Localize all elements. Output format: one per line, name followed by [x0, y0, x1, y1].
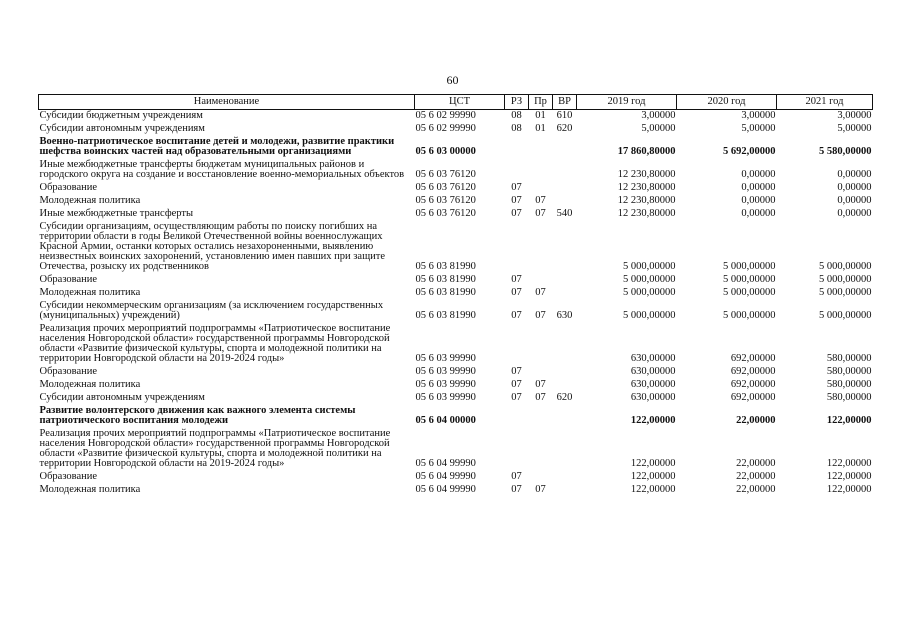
value-2019-cell: 122,00000 [630, 415, 676, 426]
table-row [39, 159, 873, 182]
cst-cell: 05 6 03 81990 [415, 287, 476, 298]
value-2019-cell: 630,00000 [630, 392, 676, 403]
pr-cell [529, 159, 553, 182]
vr-cell [553, 274, 577, 287]
rz-cell: 07 [511, 392, 522, 403]
value-2021-cell: 0,00000 [837, 208, 872, 219]
cst-cell: 05 6 03 81990 [415, 310, 476, 321]
table-row [39, 379, 873, 392]
rz-cell: 08 [511, 110, 522, 121]
value-2021-cell: 3,00000 [837, 110, 872, 121]
pr-cell [529, 136, 553, 159]
table-row [39, 274, 873, 287]
rz-cell [505, 405, 529, 428]
pr-cell: 01 [535, 123, 546, 134]
name-cell: Военно-патриотическое воспитание детей и молодежи, развитие практики шефства воинских частей над образовательными организациями [39, 136, 395, 157]
value-2021-cell: 122,00000 [826, 471, 872, 482]
value-2021-cell: 5 000,00000 [819, 310, 872, 321]
pr-cell: 07 [535, 392, 546, 403]
cst-cell: 05 6 04 00000 [415, 415, 476, 426]
cst-cell: 05 6 04 99990 [415, 458, 476, 469]
name-cell: Субсидии автономным учреждениям [39, 123, 205, 134]
value-2019-cell: 5 000,00000 [623, 310, 676, 321]
value-2021-cell: 5,00000 [837, 123, 872, 134]
name-cell: Молодежная политика [39, 484, 141, 495]
rz-cell: 07 [511, 195, 522, 206]
value-2019-cell: 630,00000 [630, 353, 676, 364]
name-cell: Развитие волонтерского движения как важного элемента системы патриотического воспитания молодежи [39, 405, 356, 426]
value-2019-cell: 122,00000 [630, 471, 676, 482]
vr-cell: 610 [556, 110, 573, 121]
cst-cell: 05 6 03 76120 [415, 169, 476, 180]
value-2020-cell: 5 692,00000 [723, 146, 776, 157]
vr-cell [553, 136, 577, 159]
name-cell: Субсидии автономным учреждениям [39, 392, 205, 403]
rz-cell [505, 323, 529, 366]
table-row [39, 136, 873, 159]
cst-cell: 05 6 03 00000 [415, 146, 476, 157]
cst-cell: 05 6 03 76120 [415, 182, 476, 193]
value-2020-cell: 5 000,00000 [723, 310, 776, 321]
cst-cell: 05 6 03 99990 [415, 392, 476, 403]
cst-cell: 05 6 03 99990 [415, 366, 476, 377]
name-cell: Молодежная политика [39, 195, 141, 206]
cst-cell: 05 6 03 99990 [415, 353, 476, 364]
rz-cell: 07 [511, 287, 522, 298]
value-2020-cell: 22,00000 [736, 458, 776, 469]
vr-cell: 630 [556, 310, 573, 321]
table-row [39, 405, 873, 428]
name-cell: Образование [39, 471, 98, 482]
cst-cell: 05 6 03 76120 [415, 195, 476, 206]
value-2020-cell: 0,00000 [741, 182, 776, 193]
table-row [39, 208, 873, 221]
cst-cell: 05 6 02 99990 [415, 123, 476, 134]
value-2020-cell: 5 000,00000 [723, 274, 776, 285]
value-2021-cell: 5 000,00000 [819, 287, 872, 298]
value-2021-cell: 5 000,00000 [819, 274, 872, 285]
pr-cell: 07 [535, 484, 546, 495]
vr-cell [553, 379, 577, 392]
vr-cell [553, 221, 577, 274]
value-2020-cell: 692,00000 [730, 392, 776, 403]
value-2019-cell: 5 000,00000 [623, 274, 676, 285]
rz-cell [505, 136, 529, 159]
table-row [39, 366, 873, 379]
rz-cell [505, 159, 529, 182]
table-row [39, 110, 873, 124]
pr-cell [529, 366, 553, 379]
table-row [39, 392, 873, 405]
vr-cell [553, 323, 577, 366]
rz-cell: 07 [511, 208, 522, 219]
vr-cell [553, 471, 577, 484]
pr-cell: 07 [535, 208, 546, 219]
value-2019-cell: 5 000,00000 [623, 261, 676, 272]
rz-cell [505, 428, 529, 471]
name-cell: Субсидии организациям, осуществляющим работы по поиску погибших на территории области в годы Великой Отечественной войны военнослужащих Красной Армии, останки которых остались незахороненными, выявлению неизвестных воинских захоронений, установлению имен павших при защите Отечества, розыску их родственников [39, 221, 386, 272]
pr-cell [529, 182, 553, 195]
vr-cell: 620 [556, 392, 573, 403]
header-vr: ВР [553, 95, 577, 110]
pr-cell [529, 221, 553, 274]
name-cell: Реализация прочих мероприятий подпрограммы «Патриотическое воспитание населения Новгородской области» государственной программы Новгородской области «Развитие физической культуры, спорта и молодежной политики на территории Новгородской области на 2019-2024 годы» [39, 323, 391, 364]
value-2021-cell: 580,00000 [826, 353, 872, 364]
pr-cell [529, 428, 553, 471]
budget-table [38, 94, 873, 497]
value-2019-cell: 12 230,80000 [617, 182, 676, 193]
value-2021-cell: 5 580,00000 [819, 146, 872, 157]
table-row [39, 221, 873, 274]
pr-cell: 07 [535, 287, 546, 298]
cst-cell: 05 6 03 81990 [415, 261, 476, 272]
value-2019-cell: 5,00000 [641, 123, 676, 134]
value-2019-cell: 630,00000 [630, 366, 676, 377]
pr-cell [529, 323, 553, 366]
vr-cell: 540 [556, 208, 573, 219]
value-2019-cell: 12 230,80000 [617, 195, 676, 206]
value-2019-cell: 3,00000 [641, 110, 676, 121]
value-2020-cell: 0,00000 [741, 208, 776, 219]
value-2021-cell: 0,00000 [837, 182, 872, 193]
table-row [39, 471, 873, 484]
rz-cell: 08 [511, 123, 522, 134]
value-2020-cell: 0,00000 [741, 195, 776, 206]
name-cell: Иные межбюджетные трансферты бюджетам муниципальных районов и городского округа на создание и восстановление военно-мемориальных объектов [39, 159, 405, 180]
header-name: Наименование [39, 95, 415, 110]
value-2020-cell: 22,00000 [736, 471, 776, 482]
value-2021-cell: 580,00000 [826, 379, 872, 390]
page-number: 60 [446, 73, 459, 87]
rz-cell: 07 [511, 274, 522, 285]
value-2019-cell: 17 860,80000 [617, 146, 676, 157]
value-2019-cell: 5 000,00000 [623, 287, 676, 298]
vr-cell [553, 366, 577, 379]
vr-cell [553, 287, 577, 300]
table-row [39, 287, 873, 300]
cst-cell: 05 6 02 99990 [415, 110, 476, 121]
value-2020-cell: 5,00000 [741, 123, 776, 134]
cst-cell: 05 6 04 99990 [415, 484, 476, 495]
table-body [39, 110, 873, 498]
value-2020-cell: 692,00000 [730, 366, 776, 377]
header-pr: Пр [529, 95, 553, 110]
rz-cell: 07 [511, 366, 522, 377]
vr-cell [553, 405, 577, 428]
value-2021-cell: 0,00000 [837, 195, 872, 206]
header-cst: ЦСТ [415, 95, 505, 110]
header-2021: 2021 год [777, 95, 873, 110]
rz-cell: 07 [511, 471, 522, 482]
cst-cell: 05 6 03 81990 [415, 274, 476, 285]
rz-cell [505, 221, 529, 274]
value-2021-cell: 5 000,00000 [819, 261, 872, 272]
table-row [39, 195, 873, 208]
vr-cell [553, 195, 577, 208]
value-2019-cell: 12 230,80000 [617, 169, 676, 180]
rz-cell: 07 [511, 310, 522, 321]
value-2021-cell: 122,00000 [826, 458, 872, 469]
value-2020-cell: 3,00000 [741, 110, 776, 121]
rz-cell: 07 [511, 379, 522, 390]
rz-cell: 07 [511, 182, 522, 193]
table-row [39, 123, 873, 136]
value-2019-cell: 122,00000 [630, 484, 676, 495]
table-row [39, 182, 873, 195]
value-2019-cell: 122,00000 [630, 458, 676, 469]
vr-cell [553, 428, 577, 471]
pr-cell: 07 [535, 379, 546, 390]
cst-cell: 05 6 03 99990 [415, 379, 476, 390]
name-cell: Субсидии бюджетным учреждениям [39, 110, 203, 121]
table-row [39, 323, 873, 366]
name-cell: Реализация прочих мероприятий подпрограммы «Патриотическое воспитание населения Новгородской области» государственной программы Новгородской области «Развитие физической культуры, спорта и молодежной политики на территории Новгородской области на 2019-2024 годы» [39, 428, 391, 469]
value-2020-cell: 0,00000 [741, 169, 776, 180]
pr-cell: 01 [535, 110, 546, 121]
name-cell: Иные межбюджетные трансферты [39, 208, 194, 219]
vr-cell: 620 [556, 123, 573, 134]
name-cell: Образование [39, 274, 98, 285]
table-header [39, 95, 873, 110]
cst-cell: 05 6 04 99990 [415, 471, 476, 482]
value-2019-cell: 12 230,80000 [617, 208, 676, 219]
value-2021-cell: 122,00000 [826, 415, 872, 426]
name-cell: Субсидии некоммерческим организациям (за исключением государственных (муниципальных) учреждений) [39, 300, 384, 321]
value-2021-cell: 0,00000 [837, 169, 872, 180]
pr-cell [529, 471, 553, 484]
value-2019-cell: 630,00000 [630, 379, 676, 390]
value-2020-cell: 22,00000 [736, 484, 776, 495]
cst-cell: 05 6 03 76120 [415, 208, 476, 219]
pr-cell: 07 [535, 310, 546, 321]
pr-cell [529, 274, 553, 287]
value-2020-cell: 5 000,00000 [723, 287, 776, 298]
value-2020-cell: 692,00000 [730, 353, 776, 364]
header-rz: РЗ [505, 95, 529, 110]
vr-cell [553, 182, 577, 195]
pr-cell: 07 [535, 195, 546, 206]
name-cell: Молодежная политика [39, 379, 141, 390]
table-row [39, 484, 873, 497]
rz-cell: 07 [511, 484, 522, 495]
table-row [39, 428, 873, 471]
header-2019: 2019 год [577, 95, 677, 110]
name-cell: Молодежная политика [39, 287, 141, 298]
header-2020: 2020 год [677, 95, 777, 110]
pr-cell [529, 405, 553, 428]
value-2021-cell: 580,00000 [826, 366, 872, 377]
value-2020-cell: 692,00000 [730, 379, 776, 390]
vr-cell [553, 484, 577, 497]
name-cell: Образование [39, 366, 98, 377]
value-2021-cell: 580,00000 [826, 392, 872, 403]
name-cell: Образование [39, 182, 98, 193]
vr-cell [553, 159, 577, 182]
value-2020-cell: 5 000,00000 [723, 261, 776, 272]
value-2020-cell: 22,00000 [736, 415, 776, 426]
table-row [39, 300, 873, 323]
value-2021-cell: 122,00000 [826, 484, 872, 495]
